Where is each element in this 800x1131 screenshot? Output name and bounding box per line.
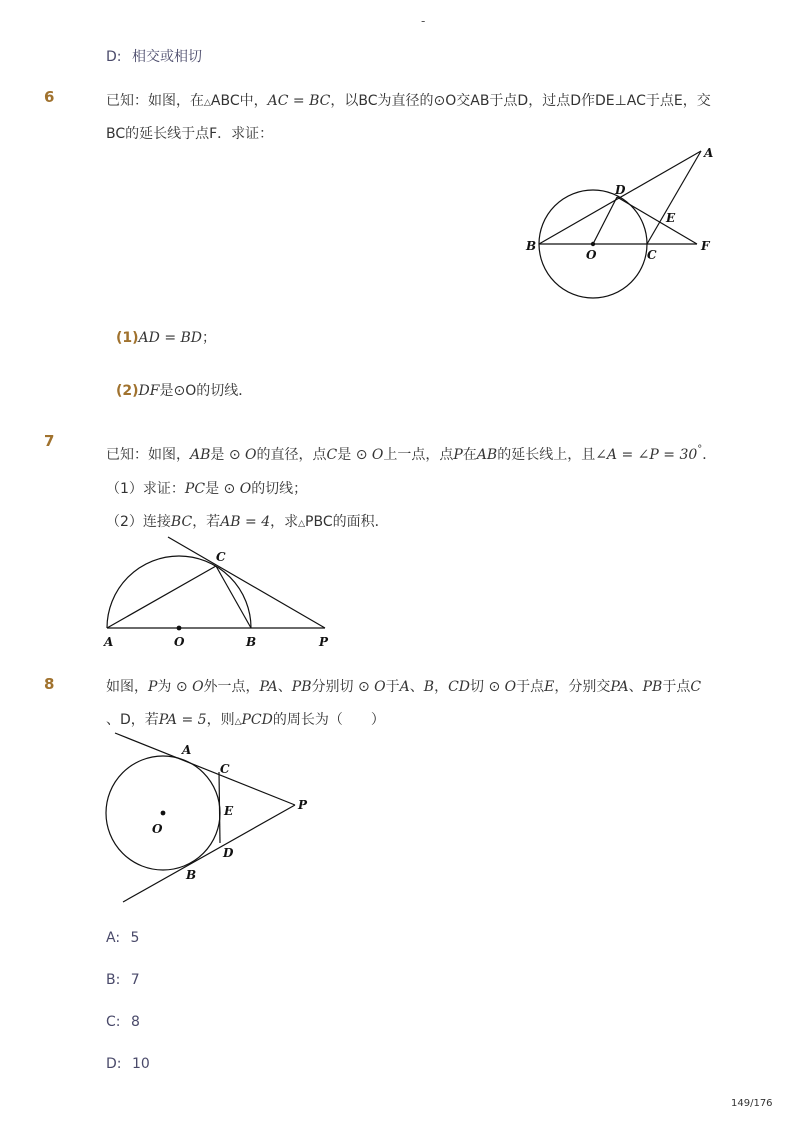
q8-math: E [544,679,555,695]
option-label: B: [106,972,121,988]
q8-text: 、 [277,679,292,695]
q8-math: C [690,679,702,695]
option-label: D: [106,1056,122,1072]
q8-math: PA = 5 [158,712,207,728]
option-value: 10 [131,1056,150,1072]
q6-text: ； [202,330,217,346]
q7-text: 是 ⊙ [210,447,246,463]
option-label: C: [106,1014,121,1030]
q8-text: 于点 [662,679,691,695]
q8-math: CD [448,679,470,695]
q7-text: 在 [462,447,477,463]
q8-math: PA [259,679,278,695]
q6-line-od [593,197,617,244]
q8-option-d[interactable] [106,1056,150,1072]
option-value: 5 [130,930,140,946]
q7-math: P [453,447,463,463]
q8-math: O [374,679,386,695]
q7-label-a: A [104,635,114,649]
q6-math: DF [138,383,160,399]
option-text: 相交或相切 [131,49,202,65]
triangle-icon: △ [204,98,211,108]
q6-label-o: O [586,248,597,262]
option-label: D: [106,49,122,65]
q8-text: 的周长为（ ） [272,712,385,728]
q7-text: PBC的面积． [305,514,389,530]
question-7-number: 7 [44,432,55,450]
q6-point-o [591,242,595,246]
q6-label-e: E [666,211,676,225]
q7-text: （2）连接 [106,514,171,530]
option-value: 7 [130,972,140,988]
q8-math: B [423,679,435,695]
q7-line-1 [106,444,716,464]
q8-option-c[interactable] [106,1014,140,1030]
q7-math: O [371,447,384,463]
q6-part-1 [116,327,216,347]
q7-label-o: O [174,635,185,649]
option-label: A: [106,930,121,946]
q7-text: （1）求证： [106,481,185,497]
q7-line-tangent-pc [168,537,325,628]
q7-text: ，若 [192,514,221,530]
q8-math: PB [291,679,312,695]
q8-text: 切 ⊙ [470,679,505,695]
q6-math: AC = BC [267,93,331,109]
question-8-number: 8 [44,675,55,693]
q8-option-b[interactable] [106,972,140,988]
q8-point-o [161,811,166,816]
q8-text: ，则 [206,712,235,728]
q8-label-b: B [186,868,197,882]
page-number: 149/176 [731,1098,773,1109]
q7-label-b: B [246,635,257,649]
q7-text: 是 ⊙ [205,481,240,497]
q8-text: 如图， [106,679,148,695]
degree-mark: ° [697,444,703,455]
q7-point-o [177,626,182,631]
q8-math: PCD [241,712,273,728]
q8-text: 分别切 ⊙ [311,679,375,695]
q7-text: 上一点，点 [383,447,454,463]
prev-option-d [106,46,202,66]
part-label: (1) [116,330,139,346]
header-dash: - [421,14,426,28]
q8-math: O [504,679,517,695]
q8-math: P [148,679,158,695]
q6-label-a: A [704,146,714,160]
q6-line-1 [106,90,711,110]
q8-text: 、 [628,679,643,695]
q7-line-ac [107,566,216,628]
q7-math: O [239,481,252,497]
q8-text: ， [434,679,449,695]
q6-math: AD = BD [138,330,203,346]
triangle-icon: △ [298,519,306,529]
q6-label-b: B [526,239,537,253]
q7-text: 的直径，点 [256,447,327,463]
q7-text: 的切线； [251,481,308,497]
q8-label-a: A [182,743,192,757]
q8-math: A [399,679,410,695]
q7-math: O [245,447,257,463]
q7-math: BC [170,514,193,530]
q8-text: 于 [385,679,400,695]
q6-text: 已知：如图，在 [106,93,204,109]
q8-text: ，分别交 [554,679,611,695]
q8-text: 外一点， [203,679,260,695]
q7-math: AB [190,447,211,463]
q7-math: AB = 4 [220,514,271,530]
q7-math: PC [184,481,206,497]
part-label: (2) [116,383,139,399]
q7-line-2 [106,478,307,498]
q8-label-o: O [152,822,163,836]
q6-label-c: C [647,248,657,262]
q7-text: ． [702,447,717,463]
q7-label-c: C [216,550,226,564]
q6-line-ba [539,151,701,244]
q8-option-a[interactable] [106,930,139,946]
q7-line-3 [106,511,389,531]
q6-line-df [617,197,697,244]
q7-text: 是 ⊙ [337,447,372,463]
q6-figure [520,140,730,305]
q7-figure [100,530,340,655]
option-value: 8 [130,1014,140,1030]
q8-tangent-pb [123,805,295,902]
q8-tangent-pa [115,733,295,805]
q8-tangent-cd [219,772,220,843]
q8-figure [100,725,330,910]
q7-text: 已知：如图， [106,447,190,463]
q8-math: PB [642,679,663,695]
q6-text: ，以BC为直径的⊙O交AB于点D，过点D作DE⊥AC于点E，交 [330,93,711,109]
q6-text: 是⊙O的切线． [159,383,253,399]
q7-math: AB [476,447,498,463]
q8-text: 、 [409,679,424,695]
question-6-number: 6 [44,88,55,106]
q6-text: ABC中， [210,93,268,109]
q8-text: 为 ⊙ [157,679,193,695]
q7-label-p: P [319,635,329,649]
q8-text: 于点 [516,679,545,695]
q8-math: O [192,679,204,695]
q8-math: PA [610,679,629,695]
q6-label-d: D [615,183,626,197]
q8-label-p: P [298,798,308,812]
q6-line-2: BC的延长线于点F．求证： [106,126,274,142]
q7-semicircle [107,556,251,628]
q8-label-e: E [224,804,234,818]
q6-label-f: F [701,239,710,253]
q7-math: C [326,447,338,463]
q6-part-2 [116,380,252,400]
q7-text: 的延长线上，且 [497,447,596,463]
triangle-icon: △ [234,717,242,727]
q7-math: ∠A = ∠P = 30 [595,447,698,463]
q8-label-d: D [223,846,234,860]
q8-label-c: C [220,762,230,776]
q7-text: ，求 [270,514,299,530]
q8-text: 、D，若 [106,712,159,728]
q8-line-1 [106,676,701,696]
